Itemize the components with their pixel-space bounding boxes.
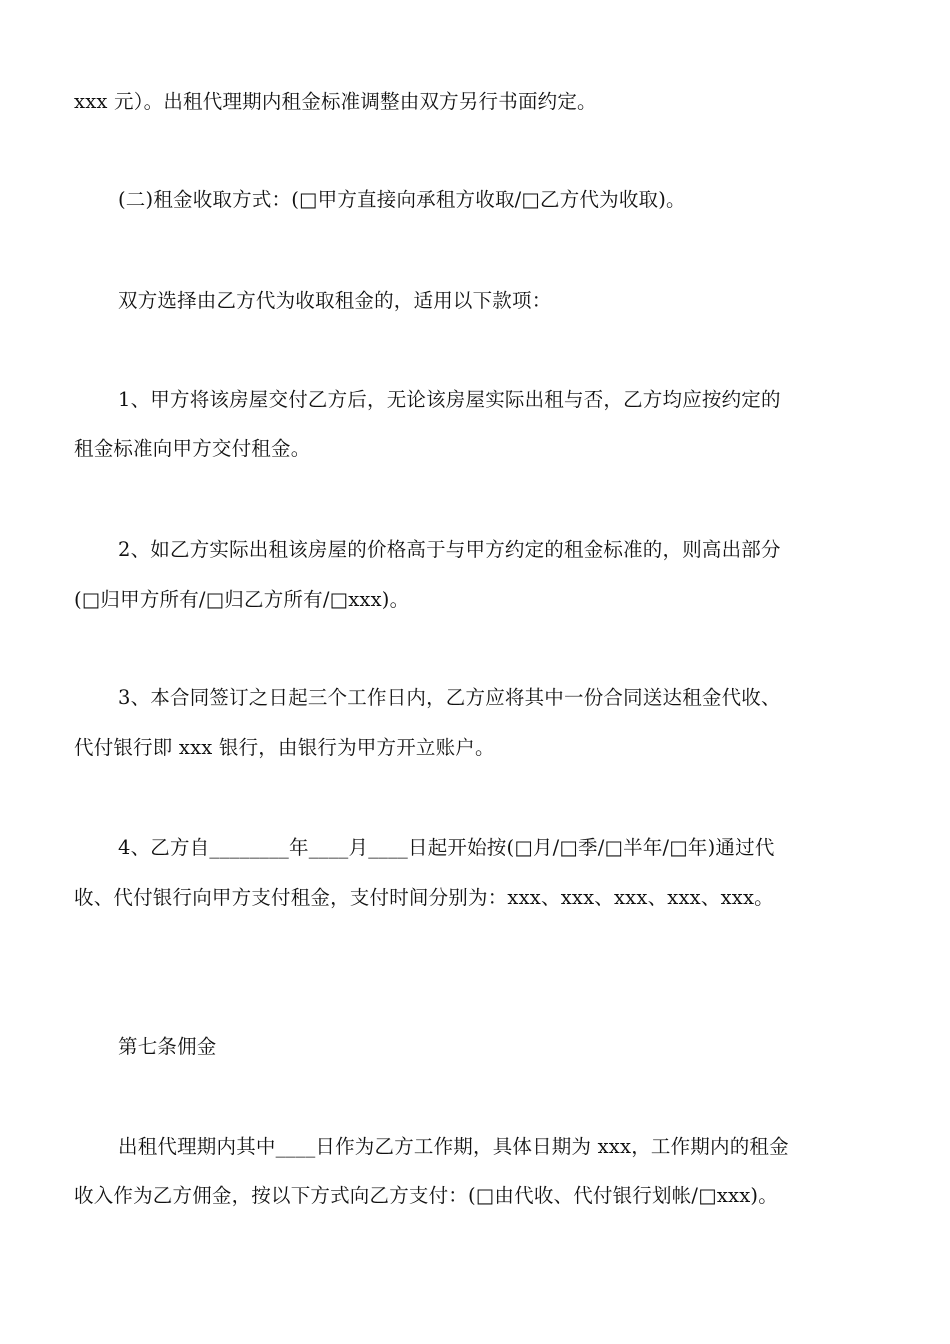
commission-line-2: 收入作为乙方佣金，按以下方式向乙方支付：(□由代收、代付银行划帐/□xxx)。 [74,1184,778,1207]
clause-4-line-1: 4、乙方自________年____月____日起开始按(□月/□季/□半年/□年)通过代 [118,836,775,859]
clause-3-line-1: 3、本合同签订之日起三个工作日内，乙方应将其中一份合同送达租金代收、 [118,686,781,709]
clause-1-line-1: 1、甲方将该房屋交付乙方后，无论该房屋实际出租与否，乙方均应按约定的 [118,388,781,411]
clause-3-line-2: 代付银行即 xxx 银行，由银行为甲方开立账户。 [74,736,495,759]
commission-line-1: 出租代理期内其中____日作为乙方工作期，具体日期为 xxx，工作期内的租金 [118,1135,789,1158]
clause-1-line-2: 租金标准向甲方交付租金。 [74,437,311,460]
clause-2-line-2: (□归甲方所有/□归乙方所有/□xxx)。 [74,588,410,611]
section-rent-collection-method: (二)租金收取方式：(□甲方直接向承租方收取/□乙方代为收取)。 [118,188,686,211]
text-line: 双方选择由乙方代为收取租金的，适用以下款项： [118,289,552,312]
clause-4-line-2: 收、代付银行向甲方支付租金，支付时间分别为：xxx、xxx、xxx、xxx、xxx。 [74,886,774,909]
text-line: xxx 元）。出租代理期内租金标准调整由双方另行书面约定。 [74,90,597,113]
article-7-heading: 第七条佣金 [118,1035,217,1058]
clause-2-line-1: 2、如乙方实际出租该房屋的价格高于与甲方约定的租金标准的，则高出部分 [118,538,781,561]
